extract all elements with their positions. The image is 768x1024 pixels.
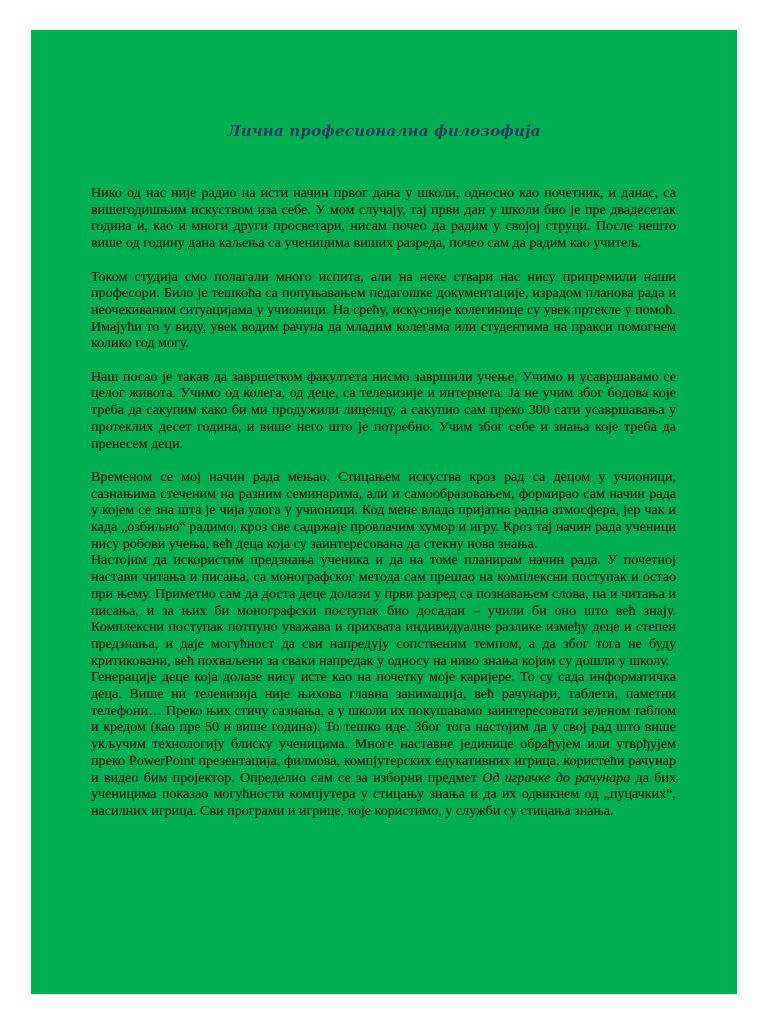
document-title: Лична професионална филозофија <box>227 122 541 140</box>
paragraph-6-tail: да бих ученицима показао могућности компјутера у стицању знања и да их одвикнем од „пуцачких“, насилних игрица. Сви програми и игрице, које користимо, у служби су стицања знања. <box>91 769 677 819</box>
paragraph-2: Током студија смо полагали много испита, али на неке ствари нас нису припремили наши професори. Било је тешкоћа са попуњавањем педагошке документације, израдом планова рада и неочекиваним ситуацијама у учионици. На срећу, искусније колегинице су увек пртекле у помоћ. Имајући то у виду, увек водим рачуна да младим колегама или студентима на пракси помогнем колико год могу. <box>91 268 676 352</box>
paragraph-6 <box>91 669 676 819</box>
paragraph-4: Временом се мој начин рада мењао. Стицањем искуства кроз рад са децом у учионици, сазнањима стеченим на разним семинарима, али и самообразовањем, формирао сам начин рада у којем се зна шта је чија улога у учионици. Код мене влада пријатна радна атмосфера, јер чак и када „озбиљно“ радимо, кроз све садржаје провлачим хумор и игру. Кроз тај начин рада ученици нису робови учења, већ деца која су заинтересована да стекну нова знања. <box>91 468 676 552</box>
paragraph-gap <box>91 252 676 269</box>
paragraph-3: Наш посао је такав да завршетком факултета нисмо завршили учење. Учимо и усавршавамо се целог живота. Учимо од колега, од деце, са телевизије и интернета. Ја не учим због бодова које треба да сакупим како би ми продужили лиценцу, а сакупио сам преко 300 сати усавршавања у протеклих десет година, и више него што је потребно. Учим због себе и знања које треба да пренесем деци. <box>91 368 676 452</box>
document-body <box>91 185 676 820</box>
paragraph-1: Нико од нас није радио на исти начин првог дана у школи, односно као почетник, и данас, са вишегодишњим искуством иза себе. У мом случају, тај први дан у школи био је пре двадесетак година и, као и многи други просветари, нисам почео да радим у својој струци. После нешто више од годину дана каљења са ученицима виших разреда, почео сам да радим као учитељ. <box>91 185 676 252</box>
paragraph-gap <box>91 352 676 369</box>
paragraph-5: Настојим да искористим предзнања ученика и да на томе планирам начин рада. У почетној настави читања и писања, са монографског метода сам прешао на комплексни поступак и остао при њему. Приметио сам да доста деце долази у први разред са познавањем слова, па и читања и писања, и за њих би монографски поступак био досадан – учили би оно што већ знају. Комплексни поступак потпуно уважава и прихвата индивидуалне разлике између деце и степен предзнања, и даје могућност да сви напредују сопственим темпом, а да због тога не буду критиковани, већ похваљени за сваки напредак у односу на ниво знања којим су дошли у школу. <box>91 552 676 669</box>
subject-name-italic: Од играчке до рачунара <box>482 769 631 786</box>
paragraph-6-text: Генерације деце која долазе нису исте као на почетку моје каријере. То су сада информатичка деца. Више ни телевизија није њихова главна занимација, већ рачунари, таблети, паметни телефони… Преко њих стичу сазнања, а у школи их покушавамо заинтересовати зеленом таблом и кредом (као пре 50 и више година). То тешко иде. Због тога настојим да у свој рад што више укључим технологију блиску ученицима. Многе наставне јединице обрађујем или утврђујем преко PowerPoint презентација, филмова, компјутерских едукативних игрица, користећи рачунар и видео бим пројектор. Определио сам се за изборни предмет <box>91 669 676 786</box>
paragraph-gap <box>91 452 676 469</box>
document-page <box>31 30 737 994</box>
